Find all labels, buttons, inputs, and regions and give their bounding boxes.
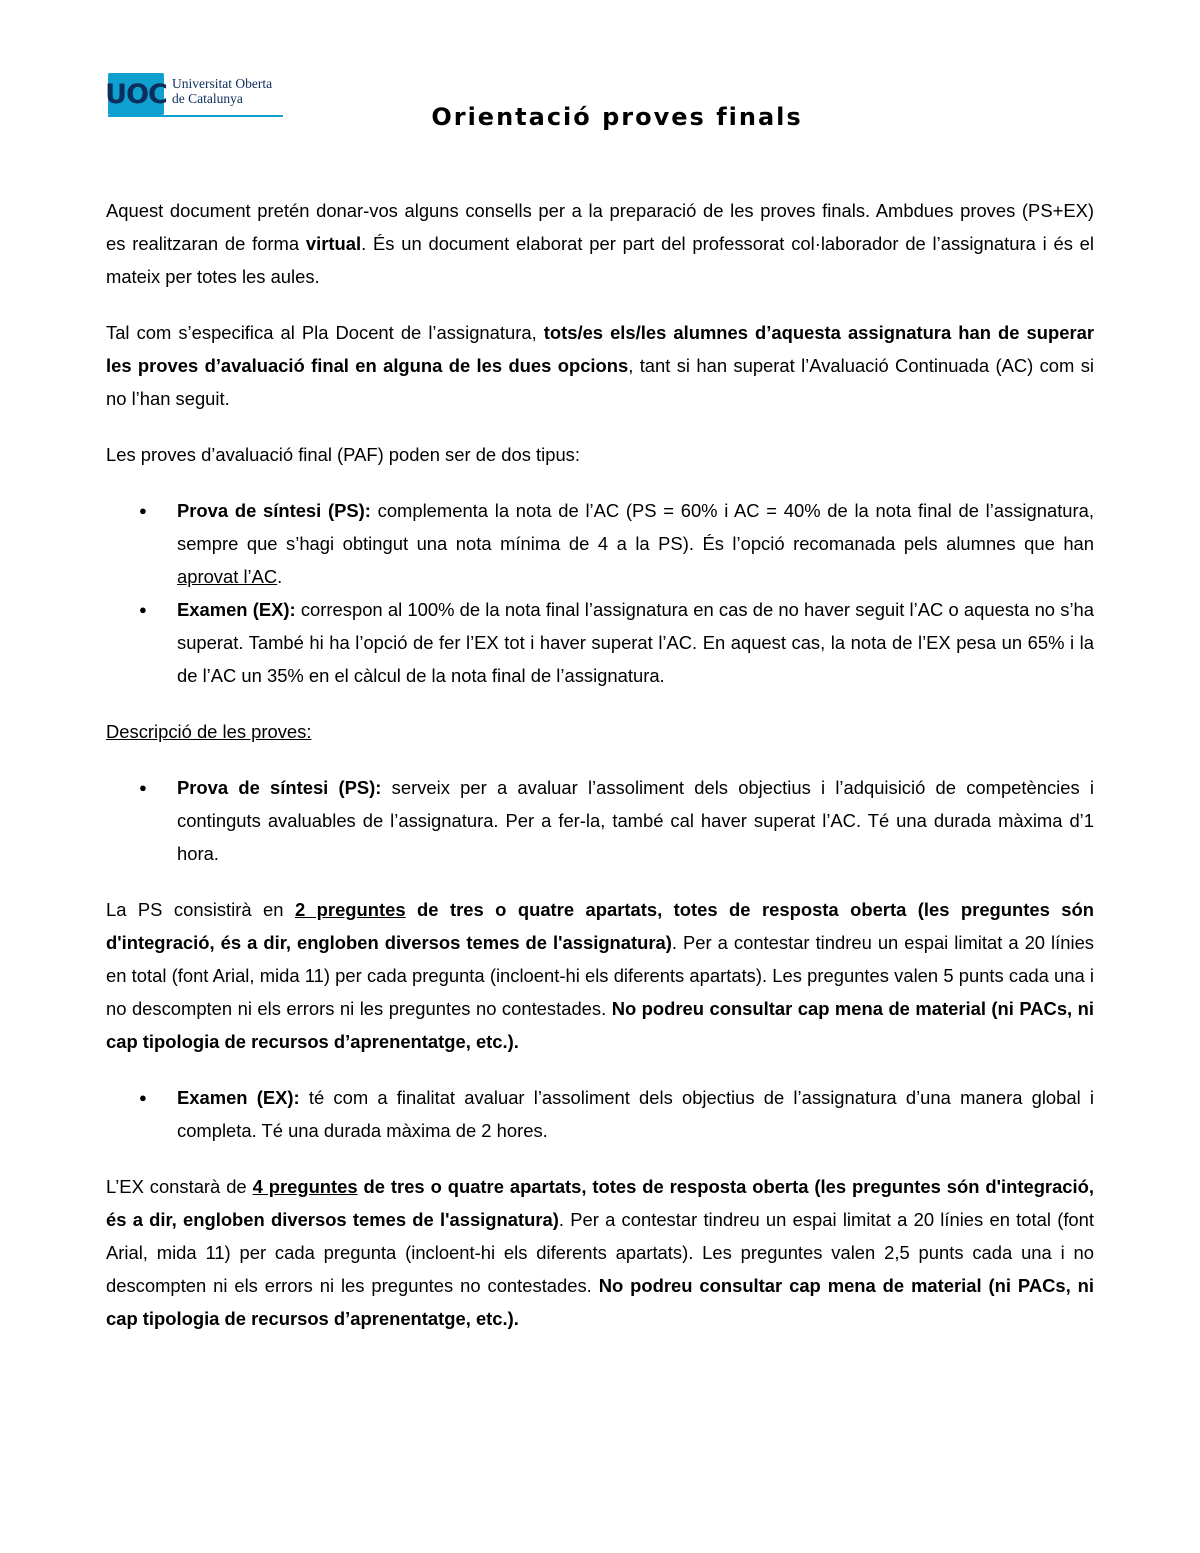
ps-question-count: 2 preguntes: [294, 899, 406, 920]
ps-paragraph: [106, 893, 1094, 1058]
ex-paragraph: [106, 1170, 1094, 1335]
page-title: Orientació proves finals: [431, 103, 803, 131]
plan-paragraph: [106, 316, 1094, 415]
ps-label: Prova de síntesi (PS):: [177, 777, 382, 798]
ex-p-mid: . Per a contestar tindreu un espai limitat a 20 línies en total (font Arial, mida 11) per cada pregunta (incloent-hi els diferents apartats). Les preguntes valen 2,5 punts cada una i no descompten ni els errors ni les preguntes no contestades.: [106, 1209, 1094, 1296]
ps-p-end-bold: No podreu consultar cap mena de material (ni PACs, ni cap tipologia de recursos d’aprenentatge, etc.).: [106, 998, 1094, 1052]
uoc-logo-letters: UOC: [105, 78, 167, 110]
ps-p-mid: . Per a contestar tindreu un espai limitat a 20 línies en total (font Arial, mida 11) per cada pregunta (incloent-hi els diferents apartats). Les preguntes valen 5 punts cada una i no descompten ni els errors ni les preguntes no contestades.: [106, 932, 1094, 1019]
uoc-logo-line2: de Catalunya: [172, 91, 243, 106]
type-ps-label: Prova de síntesi (PS):: [177, 500, 371, 521]
type-ex-label: Examen (EX):: [177, 599, 296, 620]
plan-text-end: , tant si han superat l’Avaluació Continuada (AC) com si no l’han seguit.: [106, 355, 1094, 409]
description-heading-text: Descripció de les proves:: [106, 721, 312, 742]
type-ex-text: correspon al 100% de la nota final l’assignatura en cas de no haver seguit l’AC o aquesta no s’ha superat. També hi ha l’opció de fer l’EX tot i haver superat l’AC. En aquest cas, la nota de l’EX pesa un 65% i la de l’AC un 35% en el càlcul de la nota final de l’assignatura.: [177, 599, 1094, 686]
ps-p-start: La PS consistirà en: [106, 899, 295, 920]
ps-p-bold: de tres o quatre apartats, totes de resposta oberta (les preguntes són d'integració, és a dir, engloben diversos temes de l'assignatura): [106, 899, 1094, 953]
intro-paragraph: [106, 194, 1094, 293]
plan-text: Tal com s’especifica al Pla Docent de l’assignatura,: [106, 322, 544, 343]
intro-text: Aquest document pretén donar-vos alguns consells per a la preparació de les proves finals. Ambdues proves (PS+EX) es realitzaran de forma: [106, 200, 1094, 254]
list-item: [106, 593, 1094, 692]
ex-label: Examen (EX):: [177, 1087, 300, 1108]
types-intro: Les proves d’avaluació final (PAF) poden ser de dos tipus:: [106, 444, 580, 465]
description-heading: [106, 715, 1094, 748]
list-item: [106, 1081, 1094, 1147]
uoc-logo-wordmark: [172, 76, 272, 106]
intro-text-end: . És un document elaborat per part del professorat col·laborador de l’assignatura i és el mateix per totes les aules.: [106, 233, 1094, 287]
exam-types-list: [106, 494, 1094, 692]
ps-description-list: [106, 771, 1094, 870]
ex-p-bold: de tres o quatre apartats, totes de resposta oberta (les preguntes són d'integració, és a dir, engloben diversos temes de l'assignatura): [106, 1176, 1094, 1230]
document-body: [106, 194, 1094, 1358]
uoc-logo-line1: Universitat Oberta: [172, 76, 273, 91]
type-ps-text: complementa la nota de l’AC (PS = 60% i AC = 40% de la nota final de l’assignatura, sempre que s’hagi obtingut una nota mínima de 4 a la PS). És l’opció recomanada pels alumnes que han: [177, 500, 1094, 554]
ex-text: té com a finalitat avaluar l’assoliment dels objectius de l’assignatura d’una manera global i completa. Té una durada màxima de 2 hores.: [177, 1087, 1094, 1141]
type-ps-end: .: [277, 566, 283, 587]
list-item: [106, 494, 1094, 593]
type-ps-underline: aprovat l’AC: [177, 566, 278, 587]
ps-text: serveix per a avaluar l’assoliment dels objectius i l’adquisició de competències i continguts avaluables de l’assignatura. Per a fer-la, també cal haver superat l’AC. Té una durada màxima d’1 hora.: [177, 777, 1094, 864]
ex-p-start: L’EX constarà de: [106, 1176, 253, 1197]
list-item: [106, 771, 1094, 870]
ex-description-list: [106, 1081, 1094, 1147]
ex-p-end-bold: No podreu consultar cap mena de material (ni PACs, ni cap tipologia de recursos d’aprenentatge, etc.).: [106, 1275, 1094, 1329]
plan-bold: tots/es els/les alumnes d’aquesta assignatura han de superar les proves d’avaluació final en alguna de les dues opcions: [106, 322, 1094, 376]
intro-bold: virtual: [305, 233, 362, 254]
ex-question-count: 4 preguntes: [252, 1176, 358, 1197]
